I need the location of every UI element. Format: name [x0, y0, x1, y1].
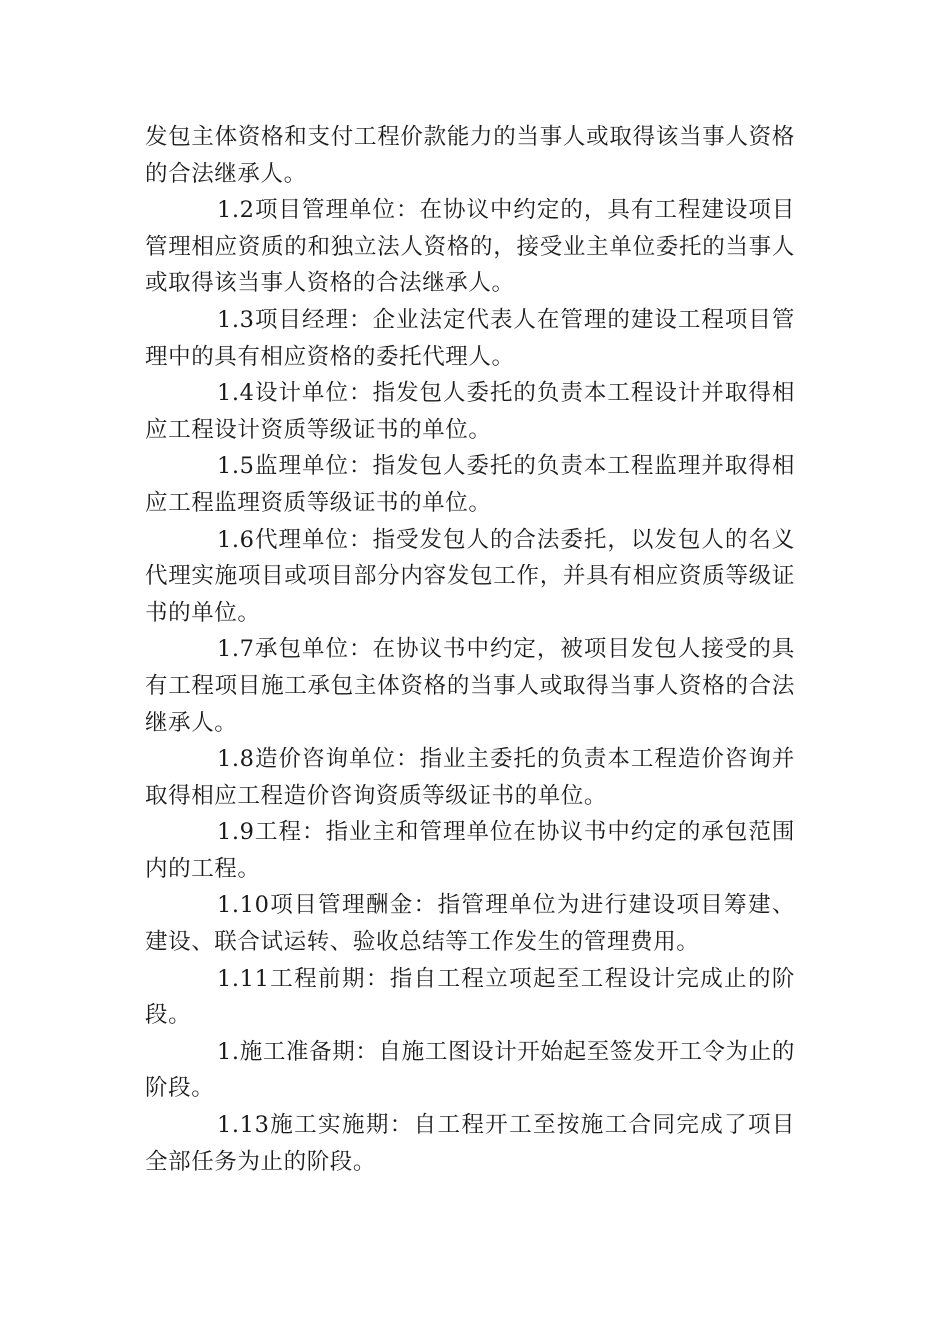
paragraph-definition-1-10: 1.10项目管理酬金：指管理单位为进行建设项目筹建、建设、联合试运转、验收总结等工作发生的管理费用。: [145, 892, 795, 956]
paragraph-definition-1-9: 1.9工程：指业主和管理单位在协议书中约定的承包范围内的工程。: [145, 819, 795, 882]
paragraph-continuation: 发包主体资格和支付工程价款能力的当事人或取得该当事人资格的合法继承人。: [145, 124, 795, 187]
paragraph-definition-1-12: 1.施工准备期：自施工图设计开始起至签发开工令为止的阶段。: [145, 1038, 795, 1102]
paragraph-definition-1-3: 1.3项目经理：企业法定代表人在管理的建设工程项目管理中的具有相应资格的委托代理人。: [145, 306, 795, 370]
paragraph-definition-1-8: 1.8造价咨询单位：指业主委托的负责本工程造价咨询并取得相应工程造价咨询资质等级证书的单位。: [145, 746, 795, 809]
paragraph-definition-1-13: 1.13施工实施期：自工程开工至按施工合同完成了项目全部任务为止的阶段。: [145, 1112, 795, 1175]
paragraph-definition-1-7: 1.7承包单位：在协议书中约定，被项目发包人接受的具有工程项目施工承包主体资格的当事人或取得当事人资格的合法继承人。: [145, 636, 795, 736]
paragraph-definition-1-11: 1.11工程前期：指自工程立项起至工程设计完成止的阶段。: [145, 965, 795, 1029]
document-body: [145, 119, 795, 1180]
paragraph-definition-1-2: 1.2项目管理单位：在协议中约定的，具有工程建设项目管理相应资质的和独立法人资格的，接受业主单位委托的当事人或取得该当事人资格的合法继承人。: [145, 197, 795, 297]
paragraph-definition-1-6: 1.6代理单位：指受发包人的合法委托，以发包人的名义代理实施项目或项目部分内容发包工作，并具有相应资质等级证书的单位。: [145, 526, 795, 626]
paragraph-definition-1-5: 1.5监理单位：指发包人委托的负责本工程监理并取得相应工程监理资质等级证书的单位。: [145, 453, 795, 516]
paragraph-definition-1-4: 1.4设计单位：指发包人委托的负责本工程设计并取得相应工程设计资质等级证书的单位。: [145, 380, 795, 443]
